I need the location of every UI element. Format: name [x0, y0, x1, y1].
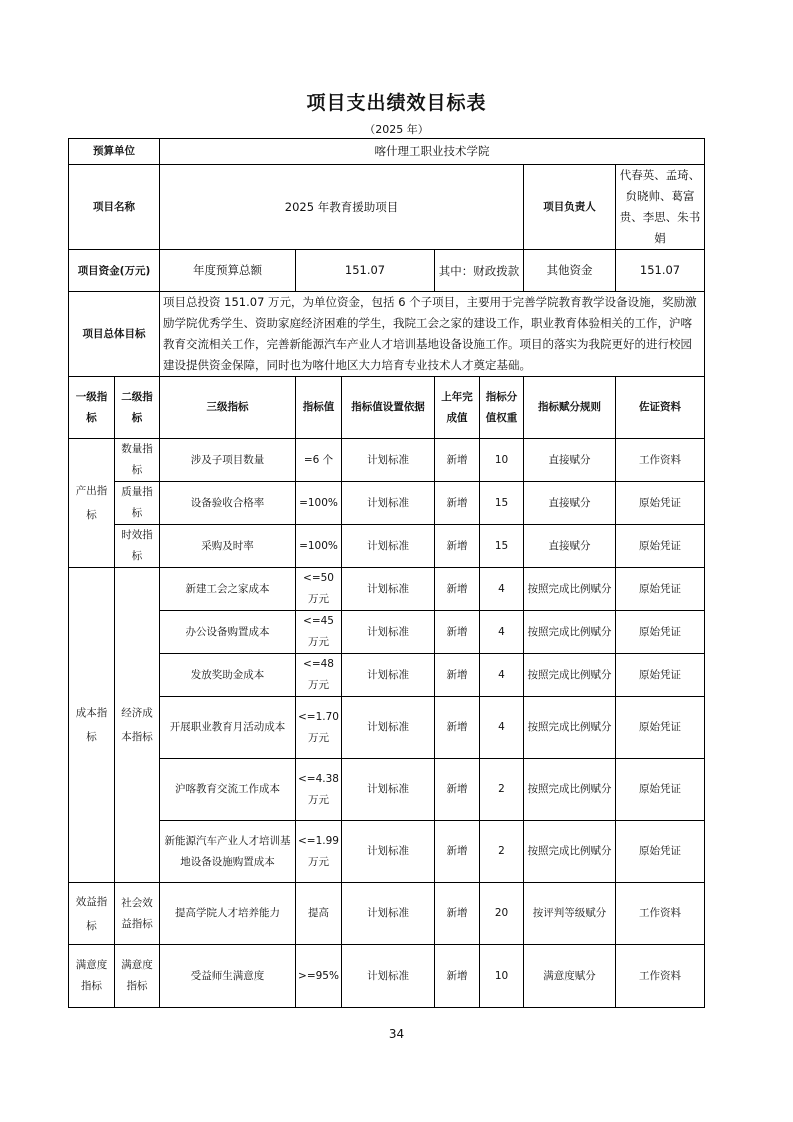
indicator-prev: 新增 [435, 611, 480, 654]
indicator-basis: 计划标准 [342, 759, 435, 821]
table-row [69, 945, 705, 1008]
indicator-evidence: 原始凭证 [616, 654, 705, 697]
indicator-value: <=1.70 万元 [296, 697, 342, 759]
indicator-basis: 计划标准 [342, 945, 435, 1008]
indicator-prev: 新增 [435, 883, 480, 945]
indicator-rule: 直接赋分 [524, 439, 616, 482]
indicator-rule: 满意度赋分 [524, 945, 616, 1008]
indicator-weight: 15 [480, 525, 524, 568]
indicator-basis: 计划标准 [342, 697, 435, 759]
goal-label: 项目总体目标 [69, 292, 160, 377]
budget-unit-row [69, 139, 705, 165]
table-row [69, 439, 705, 482]
annual-budget-value: 151.07 [296, 250, 435, 292]
annual-budget-label: 年度预算总额 [160, 250, 296, 292]
project-name-label: 项目名称 [69, 165, 160, 250]
indicator-header-row [69, 377, 705, 439]
indicator-rule: 按照完成比例赋分 [524, 568, 616, 611]
level3-name: 新能源汽车产业人才培训基地设备设施购置成本 [160, 821, 296, 883]
indicator-value: =100% [296, 482, 342, 525]
indicator-basis: 计划标准 [342, 611, 435, 654]
indicator-evidence: 原始凭证 [616, 611, 705, 654]
header-level1: 一级指标 [69, 377, 115, 439]
project-name-row [69, 165, 705, 250]
other-funds-label: 其他资金 [524, 250, 616, 292]
indicator-prev: 新增 [435, 821, 480, 883]
indicator-rule: 按照完成比例赋分 [524, 821, 616, 883]
page-title: 项目支出绩效目标表 [306, 92, 487, 114]
indicator-prev: 新增 [435, 697, 480, 759]
header-level3: 三级指标 [160, 377, 296, 439]
indicator-weight: 2 [480, 759, 524, 821]
table-row [69, 759, 705, 821]
level3-name: 涉及子项目数量 [160, 439, 296, 482]
indicator-basis: 计划标准 [342, 482, 435, 525]
indicator-evidence: 工作资料 [616, 439, 705, 482]
indicator-evidence: 工作资料 [616, 883, 705, 945]
level3-name: 沪喀教育交流工作成本 [160, 759, 296, 821]
indicator-rule: 直接赋分 [524, 482, 616, 525]
level1-output: 产出指标 [69, 439, 115, 568]
indicator-prev: 新增 [435, 654, 480, 697]
table-row [69, 821, 705, 883]
level1-satisfaction: 满意度指标 [69, 945, 115, 1008]
budget-unit-value: 喀什理工职业技术学院 [160, 139, 705, 165]
header-evidence: 佐证资料 [616, 377, 705, 439]
header-value: 指标值 [296, 377, 342, 439]
budget-unit-label: 预算单位 [69, 139, 160, 165]
header-prev: 上年完成值 [435, 377, 480, 439]
indicator-rule: 直接赋分 [524, 525, 616, 568]
indicator-value: =100% [296, 525, 342, 568]
table-row [69, 611, 705, 654]
level3-name: 设备验收合格率 [160, 482, 296, 525]
table-row [69, 568, 705, 611]
level3-name: 采购及时率 [160, 525, 296, 568]
project-leader-value: 代春英、孟琦、贠晓帅、葛富贵、李思、朱书娟 [616, 165, 705, 250]
project-leader-label: 项目负责人 [524, 165, 616, 250]
indicator-prev: 新增 [435, 482, 480, 525]
project-name-value: 2025 年教育援助项目 [160, 165, 524, 250]
level3-name: 开展职业教育月活动成本 [160, 697, 296, 759]
level3-name: 受益师生满意度 [160, 945, 296, 1008]
level2-social: 社会效益指标 [115, 883, 160, 945]
indicator-value: =6 个 [296, 439, 342, 482]
page-number: 34 [388, 1027, 405, 1041]
level1-cost: 成本指标 [69, 568, 115, 883]
indicator-basis: 计划标准 [342, 568, 435, 611]
indicator-weight: 20 [480, 883, 524, 945]
indicator-prev: 新增 [435, 945, 480, 1008]
indicator-weight: 4 [480, 697, 524, 759]
indicator-basis: 计划标准 [342, 654, 435, 697]
indicator-rule: 按评判等级赋分 [524, 883, 616, 945]
indicator-weight: 10 [480, 945, 524, 1008]
indicator-value: <=50 万元 [296, 568, 342, 611]
level2-economic: 经济成本指标 [115, 568, 160, 883]
goal-text: 项目总投资 151.07 万元，为单位资金，包括 6 个子项目，主要用于完善学院教育教学设备设施，奖励激励学院优秀学生、资助家庭经济困难的学生，我院工会之家的建设工作，职业教育体验相关的工作，沪喀教育交流相关工作，完善新能源汽车产业人才培训基地设备设施工作。项目的落实为我院更好的进行校园建设提供资金保障，同时也为喀什地区大力培育专业技术人才奠定基础。 [160, 292, 705, 377]
indicator-prev: 新增 [435, 525, 480, 568]
indicator-weight: 2 [480, 821, 524, 883]
performance-table [68, 138, 705, 1008]
table-row [69, 883, 705, 945]
indicator-rule: 按照完成比例赋分 [524, 759, 616, 821]
indicator-rule: 按照完成比例赋分 [524, 697, 616, 759]
indicator-evidence: 原始凭证 [616, 482, 705, 525]
goal-row [69, 292, 705, 377]
indicator-evidence: 原始凭证 [616, 525, 705, 568]
level2-quantity: 数量指标 [115, 439, 160, 482]
indicator-value: <=45 万元 [296, 611, 342, 654]
indicator-value: <=1.99 万元 [296, 821, 342, 883]
indicator-rule: 按照完成比例赋分 [524, 654, 616, 697]
fiscal-label: 其中：财政拨款 [435, 250, 524, 292]
indicator-basis: 计划标准 [342, 439, 435, 482]
indicator-prev: 新增 [435, 568, 480, 611]
level2-satisfaction: 满意度指标 [115, 945, 160, 1008]
indicator-basis: 计划标准 [342, 821, 435, 883]
funds-row [69, 250, 705, 292]
indicator-evidence: 原始凭证 [616, 821, 705, 883]
indicator-weight: 4 [480, 611, 524, 654]
header-basis: 指标值设置依据 [342, 377, 435, 439]
indicator-evidence: 原始凭证 [616, 697, 705, 759]
indicator-evidence: 原始凭证 [616, 568, 705, 611]
indicator-weight: 4 [480, 654, 524, 697]
table-row [69, 654, 705, 697]
level1-benefit: 效益指标 [69, 883, 115, 945]
level3-name: 提高学院人才培养能力 [160, 883, 296, 945]
level2-timeliness: 时效指标 [115, 525, 160, 568]
indicator-evidence: 工作资料 [616, 945, 705, 1008]
indicator-prev: 新增 [435, 439, 480, 482]
indicator-value: <=48 万元 [296, 654, 342, 697]
year-label: （2025 年） [364, 123, 429, 136]
indicator-evidence: 原始凭证 [616, 759, 705, 821]
indicator-prev: 新增 [435, 759, 480, 821]
header-weight: 指标分值权重 [480, 377, 524, 439]
indicator-weight: 4 [480, 568, 524, 611]
indicator-rule: 按照完成比例赋分 [524, 611, 616, 654]
level3-name: 办公设备购置成本 [160, 611, 296, 654]
table-row [69, 482, 705, 525]
indicator-weight: 15 [480, 482, 524, 525]
level2-quality: 质量指标 [115, 482, 160, 525]
indicator-value: >=95% [296, 945, 342, 1008]
table-row [69, 525, 705, 568]
table-row [69, 697, 705, 759]
funds-label: 项目资金(万元) [69, 250, 160, 292]
other-funds-value: 151.07 [616, 250, 705, 292]
indicator-value: <=4.38 万元 [296, 759, 342, 821]
indicator-value: 提高 [296, 883, 342, 945]
header-level2: 二级指标 [115, 377, 160, 439]
level3-name: 新建工会之家成本 [160, 568, 296, 611]
indicator-weight: 10 [480, 439, 524, 482]
indicator-basis: 计划标准 [342, 525, 435, 568]
header-rule: 指标赋分规则 [524, 377, 616, 439]
indicator-basis: 计划标准 [342, 883, 435, 945]
level3-name: 发放奖助金成本 [160, 654, 296, 697]
